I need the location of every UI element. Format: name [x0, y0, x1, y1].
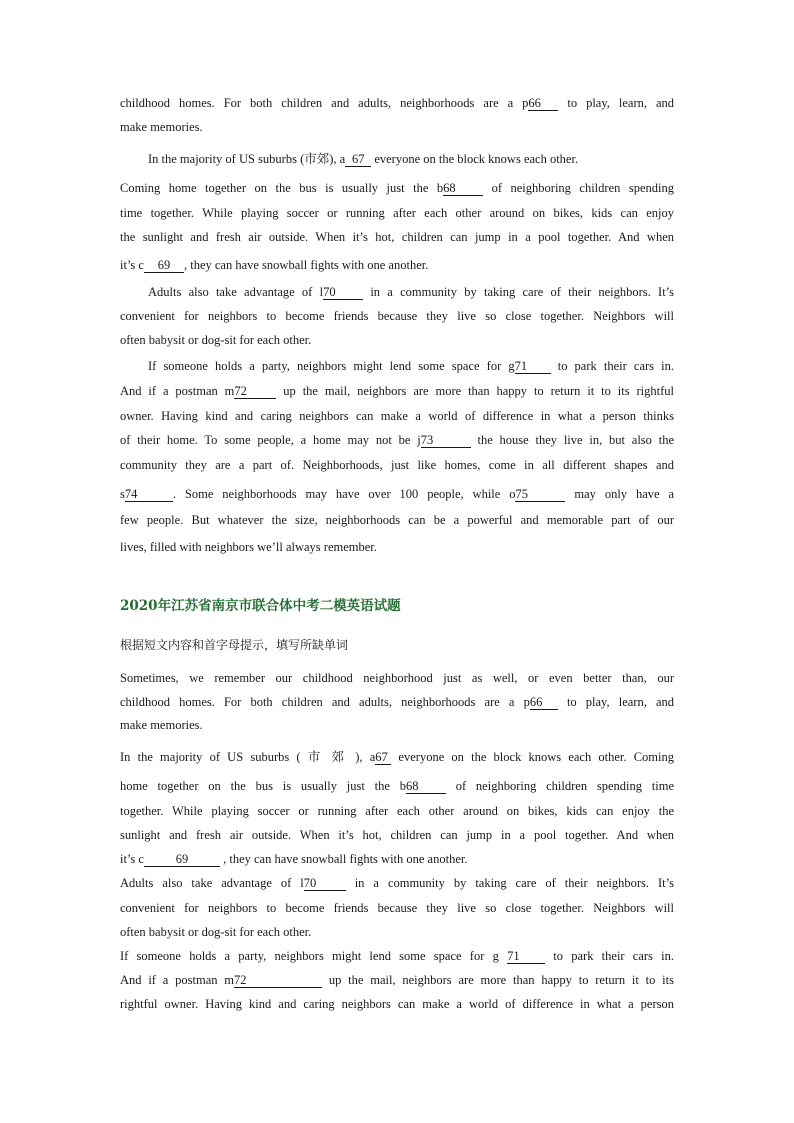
blank-70-b[interactable]: 70 [304, 877, 346, 891]
passage2-line-14: rightful owner. Having kind and caring neighbors can make a world of difference in what a person [120, 997, 674, 1011]
passage1-line-6: the sunlight and fresh air outside. When it’s hot, children can jump in a pool together. And when [120, 230, 674, 244]
blank-67[interactable]: 67 [345, 153, 371, 167]
passage1-line-8: Adults also take advantage of l70 in a community by taking care of their neighbors. It’s [148, 285, 675, 299]
passage2-line-1: Sometimes, we remember our childhood neighborhood just as well, or even better than, our [120, 671, 674, 685]
blank-71[interactable]: 71 [515, 360, 551, 374]
blank-75[interactable]: 75 [515, 488, 565, 502]
passage2-line-8: it’s c 69 , they can have snowball fights with one another. [120, 852, 468, 866]
blank-69[interactable]: 69 [144, 259, 184, 273]
passage2-line-9: Adults also take advantage of l70 in a community by taking care of their neighbors. It’s [120, 876, 674, 890]
passage2-line-3: make memories. [120, 718, 203, 732]
section-title: 2020年江苏省南京市联合体中考二模英语试题 [120, 598, 401, 614]
passage1-line-1: childhood homes. For both children and adults, neighborhoods are a p66 to play, learn, and [120, 96, 675, 110]
blank-72[interactable]: 72 [234, 385, 276, 399]
blank-72-b[interactable]: 72 [234, 974, 322, 988]
passage2-line-7: sunlight and fresh air outside. When it’s hot, children can jump in a pool together. And when [120, 828, 674, 842]
passage1-line-15: community they are a part of. Neighborhoods, just like homes, come in all different shapes and [120, 458, 674, 472]
blank-68[interactable]: 68 [443, 182, 483, 196]
blank-66-b[interactable]: 66 [530, 696, 558, 710]
passage1-line-5: time together. While playing soccer or running after each other around on bikes, kids can enjoy [120, 206, 674, 220]
passage1-line-3: In the majority of US suburbs (市郊), a 67 everyone on the block knows each other. [148, 152, 579, 166]
passage1-line-13: owner. Having kind and caring neighbors can make a world of difference in what a person thinks [120, 409, 674, 423]
passage1-line-9: convenient for neighbors to become friends because they live so close together. Neighbors will [120, 309, 674, 323]
blank-69-b[interactable]: 69 [144, 853, 220, 867]
passage1-line-7: it’s c 69 , they can have snowball fights with one another. [120, 258, 429, 272]
passage1-line-16: s74 . Some neighborhoods may have over 100 people, while o75 may only have a [120, 487, 674, 501]
blank-66[interactable]: 66 [528, 97, 558, 111]
passage1-line-4: Coming home together on the bus is usually just the b68 of neighboring children spending [120, 181, 674, 195]
blank-68-b[interactable]: 68 [406, 780, 446, 794]
instruction-text: 根据短文内容和首字母提示，填写所缺单词 [120, 638, 349, 652]
passage2-line-10: convenient for neighbors to become friends because they live so close together. Neighbors will [120, 901, 674, 915]
blank-71-b[interactable]: 71 [507, 950, 545, 964]
blank-70[interactable]: 70 [323, 286, 363, 300]
blank-67-b[interactable]: 67 [375, 751, 391, 765]
passage1-line-18: lives, filled with neighbors we’ll always remember. [120, 540, 377, 554]
passage2-line-12: If someone holds a party, neighbors might lend some space for g 71 to park their cars in. [120, 949, 674, 963]
passage2-line-4: In the majority of US suburbs ( 市 郊 ), a67 everyone on the block knows each other. Coming [120, 750, 674, 764]
passage2-line-5: home together on the bus is usually just the b68 of neighboring children spending time [120, 779, 674, 793]
passage1-line-10: often babysit or dog-sit for each other. [120, 333, 312, 347]
passage2-line-6: together. While playing soccer or running after each other around on bikes, kids can enjoy the [120, 804, 674, 818]
blank-73[interactable]: 73 [421, 434, 471, 448]
blank-74[interactable]: 74 [125, 488, 173, 502]
passage2-line-13: And if a postman m72 up the mail, neighbors are more than happy to return it to its [120, 973, 674, 987]
passage1-line-2: make memories. [120, 120, 203, 134]
passage1-line-11: If someone holds a party, neighbors might lend some space for g71 to park their cars in. [148, 359, 674, 373]
passage2-line-2: childhood homes. For both children and adults, neighborhoods are a p66 to play, learn, and [120, 695, 674, 709]
passage1-line-17: few people. But whatever the size, neighborhoods can be a powerful and memorable part of our [120, 513, 674, 527]
passage1-line-14: of their home. To some people, a home may not be j73 the house they live in, but also the [120, 433, 674, 447]
passage1-line-12: And if a postman m72 up the mail, neighbors are more than happy to return it to its rightful [120, 384, 674, 398]
passage2-line-11: often babysit or dog-sit for each other. [120, 925, 312, 939]
